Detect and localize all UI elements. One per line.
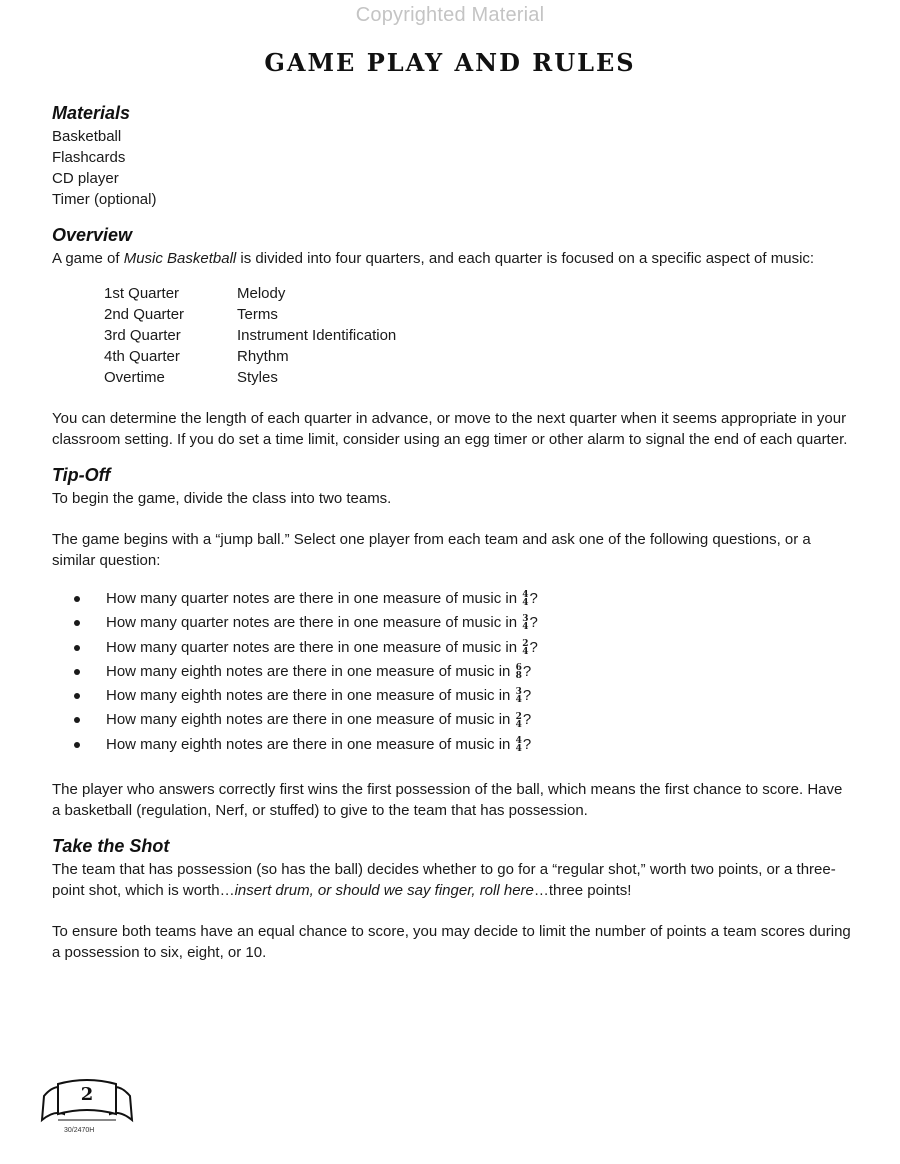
time-signature-bottom: 4 <box>522 646 529 657</box>
time-signature <box>522 640 528 656</box>
time-signature <box>522 591 528 607</box>
quarters-table <box>104 283 396 388</box>
question-list <box>52 587 852 757</box>
materials-item: CD player <box>52 170 119 187</box>
time-signature-top: 3 <box>522 614 529 625</box>
time-signature-top: 6 <box>515 662 522 673</box>
game-title-italic: Music Basketball <box>123 250 237 267</box>
shot-italic-text: insert drum, or should we say finger, roll here <box>234 882 534 900</box>
shot-text: …three points! <box>533 882 632 900</box>
quarter-row <box>104 346 396 367</box>
time-signature-bottom: 4 <box>522 622 529 633</box>
time-signature-bottom: 4 <box>515 695 522 706</box>
question-text: How many eighth notes are there in one measure of music in <box>106 711 511 729</box>
question-text: How many quarter notes are there in one measure of music in <box>106 614 518 632</box>
overview-section <box>52 222 852 450</box>
time-signature-bottom: 4 <box>515 719 522 730</box>
time-signature <box>516 688 522 704</box>
time-signature-top: 4 <box>515 735 522 746</box>
question-item: How many quarter notes are there in one measure of music in 3 4 ? <box>74 611 852 635</box>
quarter-topic: Styles <box>237 369 278 386</box>
materials-item: Basketball <box>52 128 122 145</box>
overview-intro <box>52 248 852 269</box>
question-text: How many quarter notes are there in one measure of music in <box>106 590 518 607</box>
question-item: How many quarter notes are there in one measure of music in 2 4 ? <box>74 636 852 660</box>
quarter-topic: Rhythm <box>237 348 289 365</box>
quarter-topic: Terms <box>237 306 278 323</box>
bullet-icon <box>74 742 80 748</box>
bullet-icon <box>74 717 80 723</box>
time-signature-top: 2 <box>522 638 529 649</box>
question-text: How many quarter notes are there in one measure of music in <box>106 638 518 656</box>
question-item: How many eighth notes are there in one measure of music in 4 4 ? <box>74 733 852 757</box>
bullet-icon <box>74 669 80 675</box>
overview-intro-text: A game of <box>52 250 124 267</box>
shot-paragraph-2: To ensure both teams have an equal chance to score, you may decide to limit the number of points a team scores during a possession to six, eight, or 10. <box>52 923 851 962</box>
bullet-icon <box>74 620 80 626</box>
copyright-watermark: Copyrighted Material <box>355 4 545 26</box>
time-signature-bottom: 4 <box>515 743 522 754</box>
question-item: How many eighth notes are there in one measure of music in 2 4 ? <box>74 708 852 732</box>
take-the-shot-heading: Take the Shot <box>52 836 170 857</box>
bullet-icon <box>74 693 80 699</box>
question-text: How many eighth notes are there in one measure of music in <box>106 687 511 705</box>
quarter-row <box>104 367 396 388</box>
question-item: How many eighth notes are there in one measure of music in 3 4 ? <box>74 684 852 708</box>
time-signature-bottom: 8 <box>515 670 522 681</box>
question-item: How many quarter notes are there in one measure of music in 4 4 ? <box>74 587 852 611</box>
question-text: How many eighth notes are there in one measure of music in <box>106 662 511 680</box>
materials-item: Flashcards <box>52 149 126 166</box>
tipoff-paragraph-2: The game begins with a “jump ball.” Select one player from each team and ask one of the following questions, or a similar question: <box>52 531 811 569</box>
bullet-icon <box>74 596 80 602</box>
time-signature-top: 2 <box>515 711 522 722</box>
time-signature <box>522 615 528 631</box>
materials-section <box>52 100 852 210</box>
quarter-period: 4th Quarter <box>104 348 180 365</box>
time-signature <box>516 737 522 753</box>
quarter-period: 2nd Quarter <box>104 306 185 323</box>
materials-heading: Materials <box>52 103 131 123</box>
time-signature <box>516 713 522 729</box>
quarter-period: 3rd Quarter <box>104 327 181 344</box>
bullet-icon <box>74 645 80 651</box>
time-signature-top: 3 <box>515 687 522 698</box>
quarter-period: Overtime <box>104 369 165 386</box>
page-content <box>52 100 852 963</box>
overview-paragraph: You can determine the length of each quarter in advance, or move to the next quarter when it seems appropriate in your classroom setting. If you do set a time limit, consider using an egg timer or other alarm to signal the end of each quarter. <box>52 410 848 448</box>
time-signature <box>516 664 522 680</box>
take-the-shot-section <box>52 833 852 963</box>
question-item: How many eighth notes are there in one measure of music in 6 8 ? <box>74 660 852 684</box>
overview-heading: Overview <box>52 225 133 245</box>
shot-paragraph-1 <box>52 859 852 901</box>
quarter-period: 1st Quarter <box>104 285 180 302</box>
time-signature-bottom: 4 <box>522 598 529 609</box>
tipoff-paragraph-1: To begin the game, divide the class into two teams. <box>52 490 392 507</box>
quarter-row <box>104 304 396 325</box>
tipoff-section <box>52 462 852 821</box>
page-title: GAME PLAY AND RULES <box>264 48 636 77</box>
quarter-topic: Instrument Identification <box>237 327 397 344</box>
tipoff-paragraph-3: The player who answers correctly first wins the first possession of the ball, which means the first chance to score. Have a basketball (regulation, Nerf, or stuffed) to give to the team that has possession. <box>52 781 843 820</box>
tipoff-heading: Tip-Off <box>52 465 111 485</box>
question-text: How many eighth notes are there in one measure of music in <box>106 735 511 753</box>
quarter-row <box>104 283 396 304</box>
shot-text: The team that has possession (so has the ball) decides whether to go for a “regular shot,” worth two points, or a three-point shot, which is worth… <box>52 861 836 900</box>
time-signature-top: 4 <box>522 590 529 601</box>
overview-intro-text: is divided into four quarters, and each quarter is focused on a specific aspect of music: <box>236 250 815 267</box>
page-number: 2 <box>80 1084 94 1105</box>
quarter-row <box>104 325 396 346</box>
quarter-topic: Melody <box>237 285 286 302</box>
catalog-code: 30/2470H <box>64 1127 95 1134</box>
materials-item: Timer (optional) <box>52 191 157 208</box>
